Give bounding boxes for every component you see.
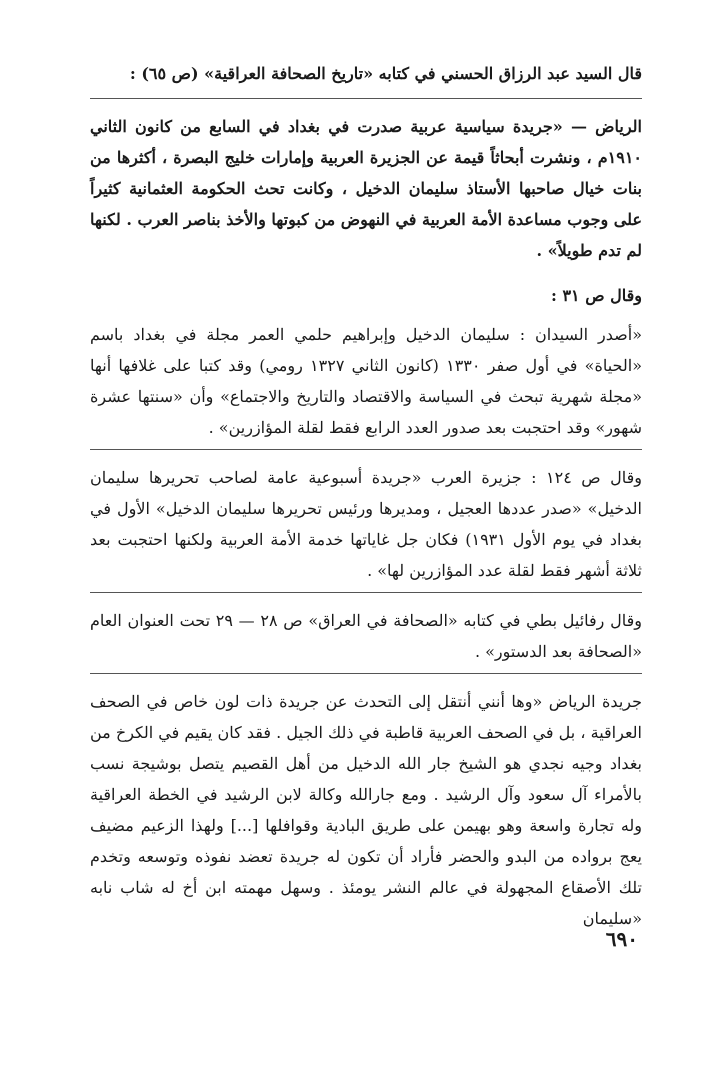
paragraph-jazirat-al-arab: وقال ص ١٢٤ : جزيرة العرب «جريدة أسبوعية عامة لصاحب تحريرها سليمان الدخيل» «صدر عددها العجيل ، ومديرها ورئيس تحريرها سليمان الدخيل» الأول في بغداد في يوم الأول ١٩٣١) فكان جل غاياتها خدمة الأمة العربية ولكنها احتجبت بعد ثلاثة أشهر فقط لقلة عدد المؤازرين لها» . xyxy=(90,468,643,580)
section-divider xyxy=(90,592,642,593)
paragraph-riyadh-butti: جريدة الرياض «وها أنني أنتقل إلى التحدث عن جريدة ذات لون خاص في الصحف العراقية ، بل في الصحف العربية قاطبة في ذلك الجيل . فقد كان يقيم في الكرخ من بغداد وجيه نجدي هو الشيخ جار الله الدخيل من أهل القصيم يتصل بوشيجة نسب بالأمراء آل سعود وآل الرشيد . ومع جارالله وكالة لابن الرشيد في الخطة العراقية وله تجارة واسعة وهو بهيمن على طريق البادية وقوافلها [...] ولهذا الزعيم مضيف يعج برواده من البدو والحضر فأراد أن تكون له جريدة تعضد نفوذه وتوسعه وتخدم تلك الأصقاع المجهولة في عالم النشر يومئذ . وسهل مهمته ابن أخ له شاب نابه «سليمان xyxy=(90,692,642,928)
page-number: ٦٩٠ xyxy=(605,927,638,951)
paragraph-page-31-intro: وقال ص ٣١ : xyxy=(550,286,642,305)
section-divider xyxy=(90,673,642,674)
page-heading: قال السيد عبد الرزاق الحسني في كتابه «تاريخ الصحافة العراقية» (ص ٦٥) : xyxy=(129,64,642,83)
paragraph-al-hayat-magazine: «أصدر السيدان : سليمان الدخيل وإبراهيم حلمي العمر مجلة في بغداد باسم «الحياة» في أول صفر ١٣٣٠ (كانون الثاني ١٣٢٧ رومي) وقد كتبا على غلافها أنها «مجلة شهرية تبحث في السياسة والاقتصاد والتاريخ والاجتماع» وأن «سنتها عشرة شهور» وقد احتجبت بعد صدور العدد الرابع فقط لقلة المؤازرين» . xyxy=(90,325,642,437)
paragraph-riyadh-hasani: الرياض — «جريدة سياسية عربية صدرت في بغداد في السابع من كانون الثاني ١٩١٠م ، ونشرت أبحاثاً قيمة عن الجزيرة العربية وإمارات خليج البصرة ، أكثرها من بنات خيال صاحبها الأستاذ سليمان الدخيل ، وكانت تحث الحكومة العثمانية كثيراً على وجوب مساعدة الأمة العربية في النهوض من كبوتها والأخذ بناصر العرب . لكنها لم تدم طويلاً» . xyxy=(90,117,642,260)
heading-divider xyxy=(90,98,642,99)
paragraph-butti-intro: وقال رفائيل بطي في كتابه «الصحافة في العراق» ص ٢٨ — ٢٩ تحت العنوان العام «الصحافة بعد الدستور» . xyxy=(90,611,642,661)
section-divider xyxy=(90,449,642,450)
